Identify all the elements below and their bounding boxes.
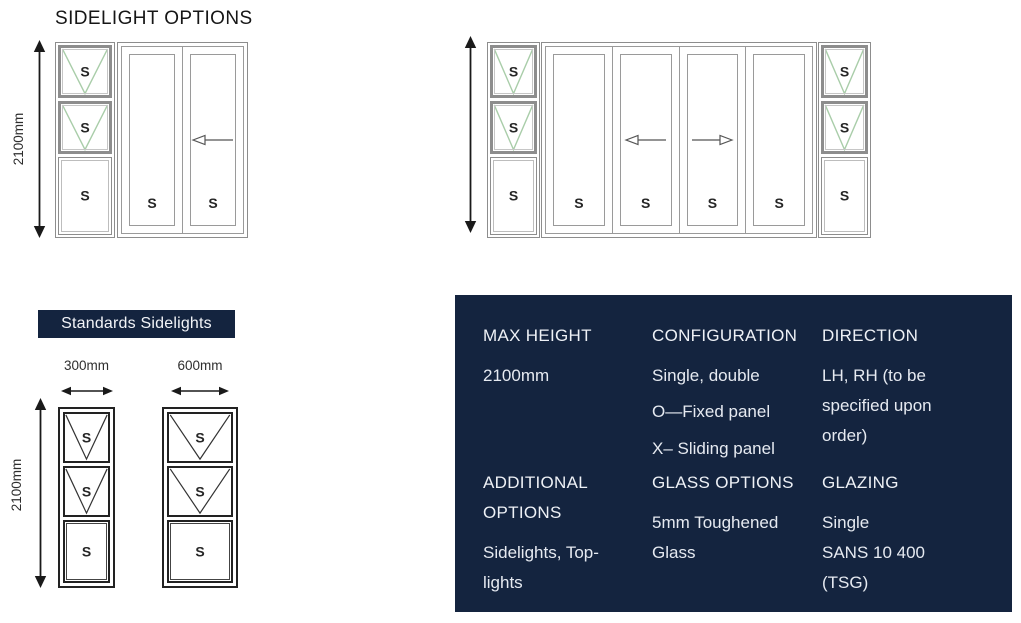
standards-sidelights-badge: Standards Sidelights xyxy=(38,310,235,338)
configuration-line2: O—Fixed panel xyxy=(652,402,771,421)
spec-table xyxy=(455,295,1012,612)
panel-label: S xyxy=(81,543,92,560)
four-panel-door xyxy=(541,42,817,238)
top-hung-vent xyxy=(63,412,110,463)
fixed-door-panel xyxy=(545,46,613,234)
panel-label: S xyxy=(839,187,850,204)
max-height-header: MAX HEIGHT xyxy=(483,326,592,345)
top-hung-vent xyxy=(167,466,233,517)
glazing-line1: Single xyxy=(822,513,870,532)
fixed-sidelight-panel xyxy=(167,520,233,583)
configuration-line3: X– Sliding panel xyxy=(652,439,775,458)
sliding-door-panel xyxy=(679,46,747,234)
panel-label: S xyxy=(80,187,90,204)
glazing-header: GLAZING xyxy=(822,473,899,492)
additional-options-value: Sidelights, Top-lights xyxy=(483,543,599,592)
top-hung-vent xyxy=(821,45,868,98)
panel-label: S xyxy=(81,429,92,446)
top-hung-vent xyxy=(58,45,112,98)
top-hung-vent xyxy=(58,101,112,154)
slide-left-arrow-icon xyxy=(624,133,668,147)
top-hung-vent xyxy=(821,101,868,154)
horizontal-dimension-arrow-icon xyxy=(171,385,229,397)
panel-label: S xyxy=(707,195,718,211)
panel-label: S xyxy=(508,63,519,80)
fixed-door-panel xyxy=(121,46,183,234)
spec-column-1 xyxy=(483,295,635,612)
panel-label: S xyxy=(839,119,850,136)
sidelight-column xyxy=(55,42,115,238)
sidelight-column xyxy=(487,42,540,238)
width-300-label: 300mm xyxy=(63,358,109,373)
height-dimension-label: 2100mm xyxy=(9,458,24,512)
panel-label: S xyxy=(208,195,218,211)
page-title: SIDELIGHT OPTIONS xyxy=(55,8,253,29)
direction-header: DIRECTION xyxy=(822,326,919,345)
panel-label: S xyxy=(640,195,651,211)
panel-label: S xyxy=(80,119,90,136)
width-600-label: 600mm xyxy=(177,358,223,373)
two-panel-door xyxy=(117,42,248,238)
height-dimension-label: 2100mm xyxy=(11,112,26,166)
slide-right-arrow-icon xyxy=(690,133,734,147)
standard-sidelight-300 xyxy=(58,407,115,588)
panel-label: S xyxy=(80,63,90,80)
glass-options-value: 5mm Toughened Glass xyxy=(652,513,779,562)
panel-label: S xyxy=(574,195,584,211)
configuration-line1: Single, double xyxy=(652,366,760,385)
panel-label: S xyxy=(508,187,519,204)
panel-label: S xyxy=(195,483,205,500)
top-hung-vent xyxy=(490,101,537,154)
fixed-sidelight-panel xyxy=(490,157,537,235)
vertical-dimension-arrow-icon xyxy=(464,36,477,233)
top-hung-vent xyxy=(63,466,110,517)
fixed-sidelight-panel xyxy=(63,520,110,583)
panel-label: S xyxy=(508,119,519,136)
sidelight-column xyxy=(818,42,871,238)
direction-value: LH, RH (to be specified upon order) xyxy=(822,366,932,445)
glazing-line2: SANS 10 400 xyxy=(822,543,926,562)
spec-column-2 xyxy=(652,295,812,612)
panel-label: S xyxy=(195,543,205,560)
top-hung-vent xyxy=(167,412,233,463)
fixed-door-panel xyxy=(745,46,813,234)
panel-label: S xyxy=(81,483,92,500)
glazing-line3: (TSG) xyxy=(822,573,869,592)
panel-label: S xyxy=(195,429,205,446)
top-hung-vent xyxy=(490,45,537,98)
slide-left-arrow-icon xyxy=(191,133,235,147)
horizontal-dimension-arrow-icon xyxy=(61,385,113,397)
panel-label: S xyxy=(147,195,157,211)
vertical-dimension-arrow-icon xyxy=(33,40,46,238)
sliding-door-panel xyxy=(612,46,680,234)
configuration-header: CONFIGURATION xyxy=(652,326,798,345)
max-height-value: 2100mm xyxy=(483,366,550,385)
sliding-door-panel xyxy=(182,46,244,234)
vertical-dimension-arrow-icon xyxy=(34,398,47,588)
standard-sidelight-600 xyxy=(162,407,238,588)
fixed-sidelight-panel xyxy=(58,157,112,235)
spec-column-3 xyxy=(822,295,974,612)
fixed-sidelight-panel xyxy=(821,157,868,235)
panel-label: S xyxy=(774,195,784,211)
panel-label: S xyxy=(839,63,850,80)
additional-options-header: ADDITIONAL OPTIONS xyxy=(483,473,588,522)
glass-options-header: GLASS OPTIONS xyxy=(652,473,794,492)
